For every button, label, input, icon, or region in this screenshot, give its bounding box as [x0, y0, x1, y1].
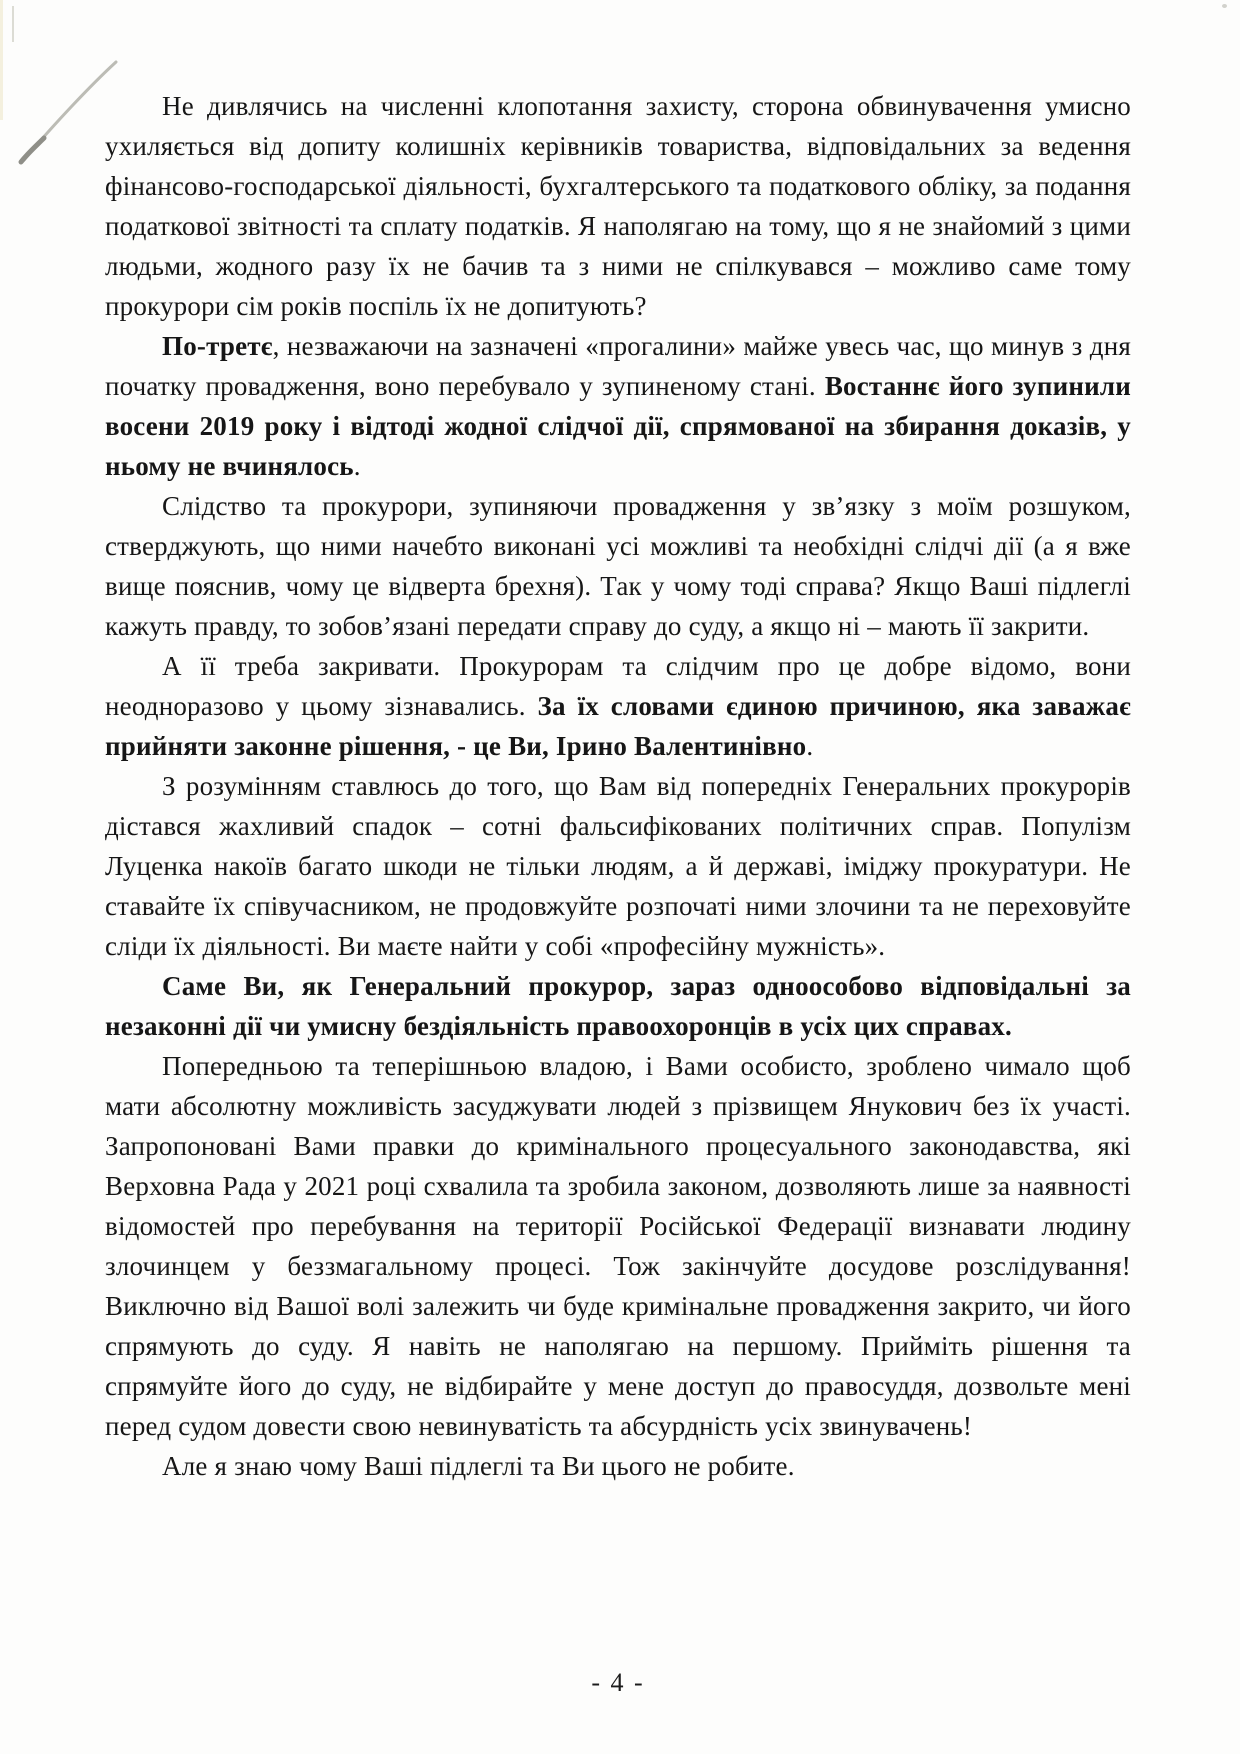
- paragraph-text: А її треба закривати. Прокурорам та слідчим про це добре відомо, вони неодноразово у цьому зізнавались.: [105, 651, 1131, 721]
- paragraph: [105, 646, 1131, 766]
- paragraph-text: Слідство та прокурори, зупиняючи провадження у зв’язку з моїм розшуком, стверджують, що ними начебто виконані усі можливі та необхідні слідчі дії (а я вже вище пояснив, чому це відверта брехня). Так у чому тоді справа? Якщо Ваші підлеглі кажуть правду, то зобов’язані передати справу до суду, а якщо ні – мають її закрити.: [105, 491, 1131, 641]
- paragraph-text-bold: За їх словами єдиною причиною, яка заважає прийняти законне рішення, - це Ви, Ірино Валентинівно: [105, 691, 1131, 761]
- paragraph: [105, 326, 1131, 486]
- paragraph: [105, 766, 1131, 966]
- paragraph: [105, 486, 1131, 646]
- paragraph-text: З розумінням ставлюсь до того, що Вам від попередніх Генеральних прокурорів дістався жахливий спадок – сотні фальсифікованих політичних справ. Популізм Луценка накоїв багато шкоди не тільки людям, а й державі, іміджу прокуратури. Не ставайте їх співучасником, не продовжуйте розпочаті ними злочини та не переховуйте сліди їх діяльності. Ви маєте найти у собі «професійну мужність».: [105, 771, 1131, 961]
- paragraph-text: Попередньою та теперішньою владою, і Вами особисто, зроблено чимало щоб мати абсолютну можливість засуджувати людей з прізвищем Янукович без їх участі. Запропоновані Вами правки до кримінального процесуального законодавства, які Верховна Рада у 2021 році схвалила та зробила законом, дозволяють лише за наявності відомостей про перебування на території Російської Федерації визнавати людину злочинцем у беззмагальному процесі. Тож закінчуйте досудове розслідування! Виключно від Вашої волі залежить чи буде кримінальне провадження закрито, чи його спрямують до суду. Я навіть не наполягаю на першому. Прийміть рішення та спрямуйте його до суду, не відбирайте у мене доступ до правосуддя, дозвольте мені перед судом довести свою невинуватість та абсурдність усіх звинувачень!: [105, 1051, 1131, 1441]
- paragraph-text: .: [806, 731, 814, 761]
- scan-edge-line: [12, 6, 14, 42]
- paragraph-text-bold: Востаннє його зупинили восени 2019 року і відтоді жодної слідчої дії, спрямованої на збирання доказів, у ньому не вчинялось: [105, 371, 1131, 481]
- paragraph: [105, 1046, 1131, 1446]
- paragraph-text: Але я знаю чому Ваші підлеглі та Ви цього не робите.: [162, 1451, 795, 1481]
- paragraph-text: Не дивлячись на численні клопотання захисту, сторона обвинувачення умисно ухиляється від допиту колишніх керівників товариства, відповідальних за ведення фінансово-господарської діяльності, бухгалтерського та податкового обліку, за подання податкової звітності та сплату податків. Я наполягаю на тому, що я не знайомий з цими людьми, жодного разу їх не бачив та з ними не спілкувався – можливо саме тому прокурори сім років поспіль їх не допитують?: [105, 91, 1131, 321]
- paragraph-text: , незважаючи на зазначені «прогалини» майже увесь час, що минув з дня початку провадження, воно перебувало у зупиненому стані.: [105, 331, 1131, 401]
- scan-edge-tint: [0, 0, 3, 120]
- page-number: - 4 -: [591, 1668, 645, 1697]
- scan-speck: [1222, 4, 1227, 8]
- paragraph-text-bold: Саме Ви, як Генеральний прокурор, зараз одноособово відповідальні за незаконні дії чи умисну бездіяльність правоохоронців в усіх цих справах.: [105, 971, 1131, 1041]
- paragraph: [105, 86, 1131, 326]
- document-body: [105, 86, 1131, 1486]
- paragraph: [105, 966, 1131, 1046]
- paragraph: [105, 1446, 1131, 1486]
- paragraph-text-bold: По-третє: [162, 331, 273, 361]
- paragraph-text: .: [353, 451, 361, 481]
